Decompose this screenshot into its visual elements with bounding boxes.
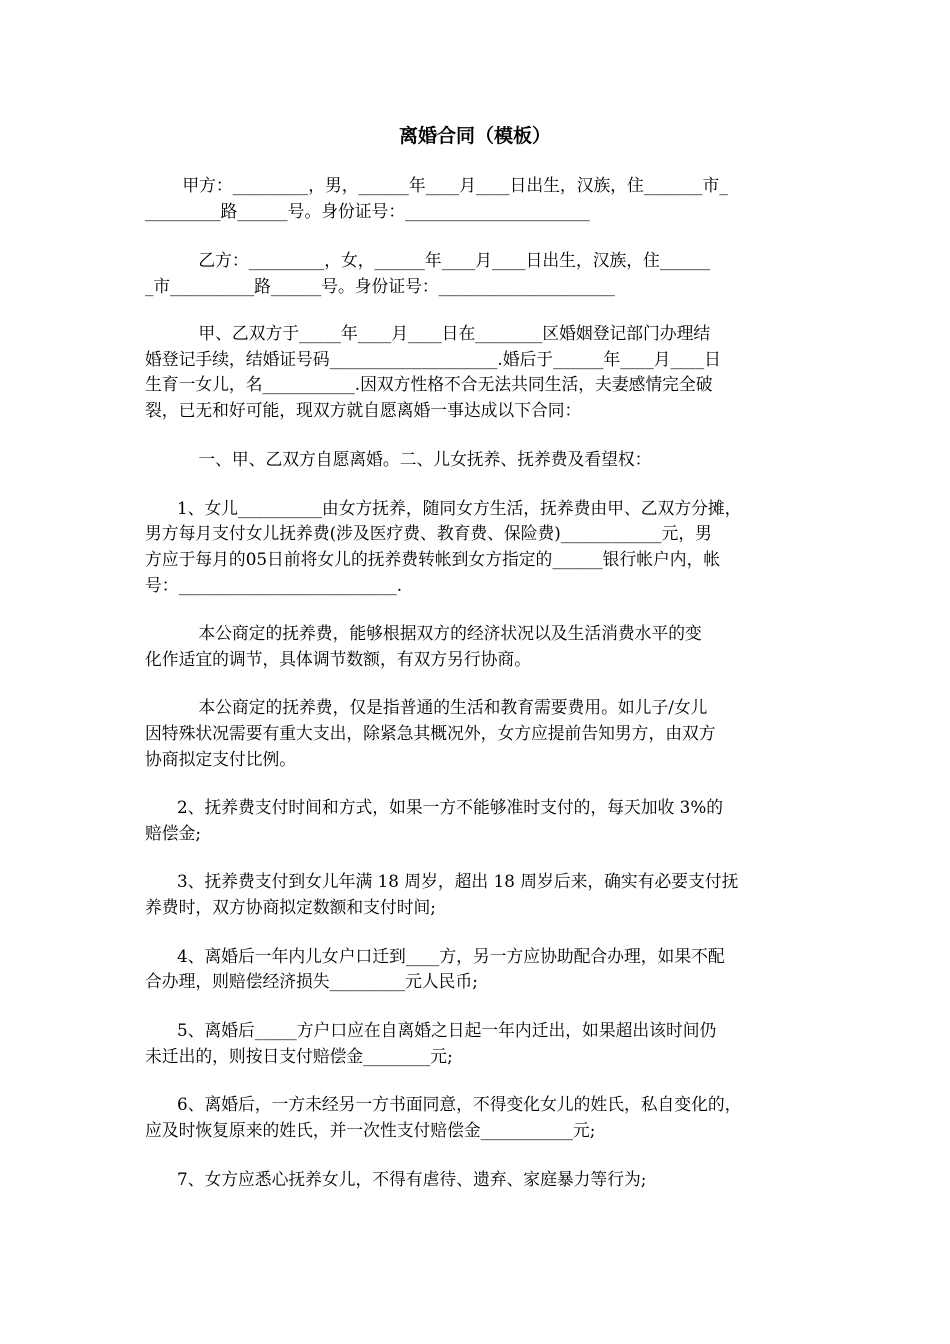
text-line: 一、甲、乙双方自愿离婚。二、儿女抚养、抚养费及看望权：	[145, 449, 652, 469]
text-line: 裂，已无和好可能，现双方就自愿离婚一事达成以下合同：	[145, 400, 582, 420]
text-line: 生育一女儿，名___________.因双方性格不合无法共同生活，夫妻感情完全破	[145, 374, 713, 394]
text-line: 甲、乙双方于_____年____月____日在________区婚姻登记部门办理结	[145, 323, 711, 343]
text-line: 应及时恢复原来的姓氏，并一次性支付赔偿金___________元;	[145, 1120, 596, 1140]
text-line: 5、离婚后_____方户口应在自离婚之日起一年内迁出，如果超出该时间仍	[145, 1020, 717, 1040]
text-line: _市__________路______号。身份证号：_____________________	[145, 276, 615, 296]
text-line: 本公商定的抚养费，能够根据双方的经济状况以及生活消费水平的变	[145, 623, 702, 643]
text-line: 因特殊状况需要有重大支出，除紧急其概况外，女方应提前告知男方，由双方	[145, 723, 716, 743]
text-line: 协商拟定支付比例。	[145, 749, 297, 769]
text-line: 未迁出的，则按日支付赔偿金________元;	[145, 1046, 453, 1066]
text-line: 3、抚养费支付到女儿年满 18 周岁，超出 18 周岁后来，确实有必要支付抚	[145, 871, 739, 891]
text-line: 男方每月支付女儿抚养费(涉及医疗费、教育费、保险费)____________元，男	[145, 523, 712, 543]
text-line: 甲方：_________，男，______年____月____日出生，汉族，住_______市_	[145, 175, 728, 195]
text-line: 方应于每月的05日前将女儿的抚养费转帐到女方指定的______银行帐户内，帐	[145, 549, 721, 569]
text-line: 7、女方应悉心抚养女儿，不得有虐待、遗弃、家庭暴力等行为;	[145, 1169, 647, 1189]
text-line: 赔偿金;	[145, 823, 201, 843]
text-line: 2、抚养费支付时间和方式，如果一方不能够准时支付的，每天加收 3%的	[145, 797, 724, 817]
document-title: 离婚合同（模板）	[398, 125, 551, 147]
text-line: 婚登记手续，结婚证号码____________________.婚后于______年____月____日	[145, 349, 721, 369]
text-line: _________路______号。身份证号：______________________	[145, 201, 590, 221]
text-line: 1、女儿__________由女方抚养，随同女方生活，抚养费由甲、乙双方分摊，	[145, 498, 742, 518]
text-line: 乙方：_________，女，______年____月____日出生，汉族，住______	[145, 250, 711, 270]
text-line: 养费时，双方协商拟定数额和支付时间;	[145, 897, 436, 917]
text-line: 本公商定的抚养费，仅是指普通的生活和教育需要费用。如儿子/女儿	[145, 697, 708, 717]
text-line: 4、离婚后一年内儿女户口迁到____方，另一方应协助配合办理，如果不配	[145, 946, 725, 966]
text-line: 合办理，则赔偿经济损失_________元人民币;	[145, 971, 478, 991]
text-line: 号：__________________________.	[145, 575, 403, 595]
text-line: 化作适宜的调节，具体调节数额，有双方另行协商。	[145, 649, 531, 669]
text-line: 6、离婚后，一方未经另一方书面同意，不得变化女儿的姓氏，私自变化的，	[145, 1094, 742, 1114]
